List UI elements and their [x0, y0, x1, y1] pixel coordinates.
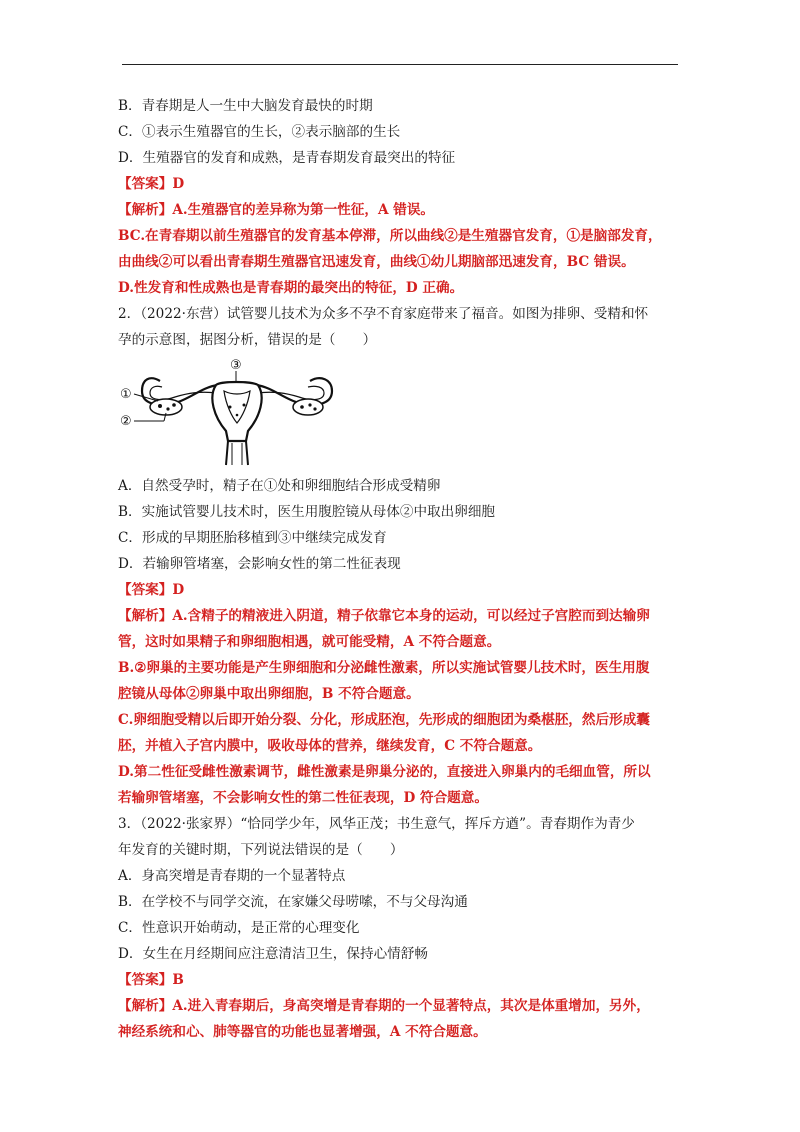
q2-analysis-line: B.②卵巢的主要功能是产生卵细胞和分泌雌性激素，所以实施试管婴儿技术时，医生用腹	[118, 660, 650, 676]
q3-analysis-line: 【解析】A.进入青春期后，身高突增是青春期的一个显著特点，其次是体重增加，另外，	[118, 998, 650, 1014]
q2-analysis-line: C.卵细胞受精以后即开始分裂、分化，形成胚泡，先形成的细胞团为桑椹胚，然后形成囊	[118, 712, 650, 728]
q2-stem-line2: 孕的示意图，据图分析，错误的是（ ）	[118, 332, 377, 348]
figure-label-3: ③	[230, 358, 242, 373]
q3-answer: 【答案】B	[118, 972, 184, 988]
q2-stem-line1: 2．（2022·东营）试管婴儿技术为众多不孕不育家庭带来了福音。如图为排卵、受精和怀	[118, 306, 649, 322]
q3-stem-line2: 年发育的关键时期，下列说法错误的是（ ）	[118, 842, 404, 858]
q2-answer: 【答案】D	[118, 582, 185, 598]
uterus-diagram	[120, 357, 350, 467]
q3-analysis-line: 神经系统和心、肺等器官的功能也显著增强，A 不符合题意。	[118, 1024, 487, 1040]
q3-stem-line1: 3．（2022·张家界）“恰同学少年，风华正茂；书生意气，挥斥方遒”。青春期作为青少	[118, 816, 635, 832]
figure-label-2: ②	[120, 414, 132, 429]
q3-option-d: D．女生在月经期间应注意清洁卫生，保持心情舒畅	[118, 946, 428, 962]
q2-analysis-line: 腔镜从母体②卵巢中取出卵细胞，B 不符合题意。	[118, 686, 420, 702]
q2-option-a: A．自然受孕时，精子在①处和卵细胞结合形成受精卵	[118, 478, 441, 494]
q1-option-b: B．青春期是人一生中大脑发育最快的时期	[118, 98, 373, 114]
q3-option-b: B．在学校不与同学交流，在家嫌父母唠嗦，不与父母沟通	[118, 894, 468, 910]
q1-analysis-line: BC.在青春期以前生殖器官的发育基本停滞，所以曲线②是生殖器官发育，①是脑部发育，	[118, 228, 662, 244]
q2-analysis-line: 【解析】A.含精子的精液进入阴道，精子依靠它本身的运动，可以经过子宫腔而到达输卵	[118, 608, 650, 624]
q2-analysis-line: 胚，并植入子宫内膜中，吸收母体的营养，继续发育，C 不符合题意。	[118, 738, 542, 754]
header-rule	[122, 64, 678, 65]
q2-analysis-line: 若输卵管堵塞，不会影响女性的第二性征表现，D 符合题意。	[118, 790, 488, 806]
q2-option-d: D．若输卵管堵塞，会影响女性的第二性征表现	[118, 556, 401, 572]
q2-option-c: C．形成的早期胚胎移植到③中继续完成发育	[118, 530, 387, 546]
q2-analysis-line: 管，这时如果精子和卵细胞相遇，就可能受精，A 不符合题意。	[118, 634, 501, 650]
q1-analysis-line: 由曲线②可以看出青春期生殖器官迅速发育，曲线①幼儿期脑部迅速发育，BC 错误。	[118, 254, 635, 270]
figure-label-1: ①	[120, 387, 132, 402]
q1-option-c: C．①表示生殖器官的生长，②表示脑部的生长	[118, 124, 401, 140]
q1-option-d: D．生殖器官的发育和成熟，是青春期发育最突出的特征	[118, 150, 456, 166]
q2-analysis-line: D.第二性征受雌性激素调节，雌性激素是卵巢分泌的，直接进入卵巢内的毛细血管，所以	[118, 764, 651, 780]
q1-analysis-line: 【解析】A.生殖器官的差异称为第一性征，A 错误。	[118, 202, 435, 218]
uterus-diagram-svg	[120, 357, 350, 467]
document-body	[118, 93, 684, 1045]
q3-option-a: A．身高突增是青春期的一个显著特点	[118, 868, 346, 884]
q1-analysis-line: D.性发育和性成熟也是青春期的最突出的特征，D 正确。	[118, 280, 464, 296]
q3-option-c: C．性意识开始萌动，是正常的心理变化	[118, 920, 360, 936]
q2-option-b: B．实施试管婴儿技术时，医生用腹腔镜从母体②中取出卵细胞	[118, 504, 496, 520]
q1-answer: 【答案】D	[118, 176, 185, 192]
